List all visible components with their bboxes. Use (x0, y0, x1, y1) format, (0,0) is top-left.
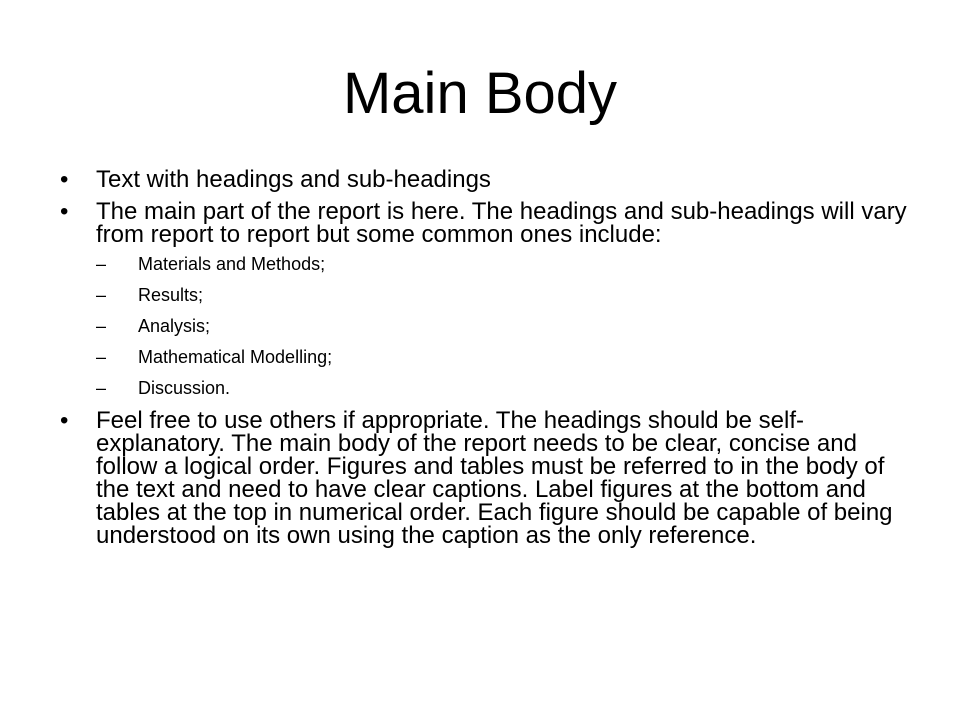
dash-icon: – (96, 347, 107, 367)
sub-bullet-item (96, 378, 910, 398)
sub-bullet-item (96, 316, 910, 336)
bullet-item (60, 409, 910, 547)
bullet-dot-icon: • (60, 166, 69, 193)
sub-bullet-text: Analysis; (138, 316, 211, 336)
bullet-text: The main part of the report is here. The headings and sub-headings will vary from report to report but some common ones include: (96, 198, 907, 248)
slide-title: Main Body (342, 61, 618, 126)
bullet-item (60, 200, 910, 398)
bullet-dot-icon: • (60, 407, 69, 434)
sub-bullet-text: Mathematical Modelling; (138, 347, 333, 367)
bullet-text: Text with headings and sub-headings (96, 166, 491, 193)
sub-bullet-text: Results; (138, 285, 204, 305)
sub-bullet-text: Materials and Methods; (138, 254, 326, 274)
sub-bullet-text: Discussion. (138, 378, 231, 398)
bullet-dot-icon: • (60, 198, 69, 225)
sub-bullet-list (96, 254, 910, 398)
dash-icon: – (96, 285, 107, 305)
sub-bullet-item (96, 285, 910, 305)
dash-icon: – (96, 378, 107, 398)
bullet-text: Feel free to use others if appropriate. The headings should be self-explanatory. The main body of the report needs to be clear, concise and follow a logical order. Figures and tables must be referred to in the body of the text and need to have clear captions. Label figures at the bottom and tables at the top in numerical order. Each figure should be capable of being understood on its own using the caption as the only reference. (96, 407, 893, 549)
slide-content (60, 168, 910, 556)
dash-icon: – (96, 316, 107, 336)
sub-bullet-item (96, 347, 910, 367)
dash-icon: – (96, 254, 107, 274)
bullet-item (60, 168, 910, 191)
sub-bullet-item (96, 254, 910, 274)
